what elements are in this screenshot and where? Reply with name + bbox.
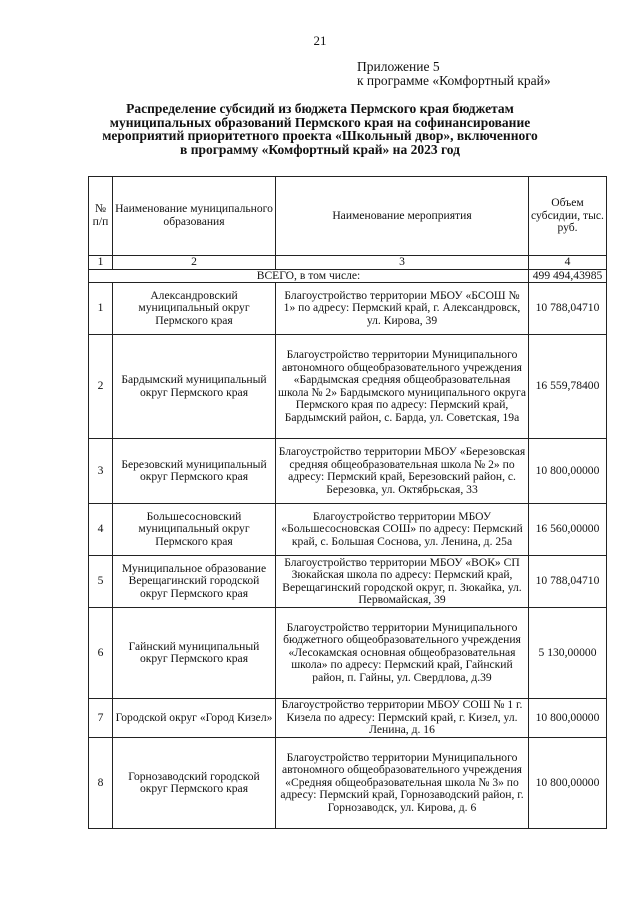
row-event: Благоустройство территории МБОУ «Большесосновская СОШ» по адресу: Пермский край, с. Большая Соснова, ул. Ленина, д. 25а [276, 504, 529, 556]
column-number-row [89, 256, 607, 270]
table-header-row [89, 177, 607, 256]
title-line-3: мероприятий приоритетного проекта «Школьный двор», включенного [102, 128, 538, 143]
row-num: 6 [89, 608, 113, 699]
row-amount: 16 559,78400 [529, 335, 607, 439]
appendix-line-2: к программе «Комфортный край» [357, 73, 551, 88]
table-row [89, 335, 607, 439]
row-municipality: Городской округ «Город Кизел» [113, 699, 276, 738]
row-municipality: Березовский муниципальный округ Пермского края [113, 439, 276, 504]
row-event: Благоустройство территории Муниципального автономного общеобразовательного учреждения «Средняя общеобразовательная школа № 3» по адресу: Пермский край, Горнозаводский район, г. Горнозаводск, ул. Кирова, д. 6 [276, 738, 529, 829]
row-event: Благоустройство территории МБОУ СОШ № 1 г. Кизела по адресу: Пермский край, г. Кизел, ул. Ленина, д. 16 [276, 699, 529, 738]
row-amount: 10 788,04710 [529, 556, 607, 608]
header-amount: Объем субсидии, тыс. руб. [529, 177, 607, 256]
row-municipality: Муниципальное образование Верещагинский городской округ Пермского края [113, 556, 276, 608]
row-num: 3 [89, 439, 113, 504]
table-row [89, 504, 607, 556]
row-event: Благоустройство территории Муниципального автономного общеобразовательного учреждения «Бардымская средняя общеобразовательная школа № 2» Бардымского муниципального округа Пермского края по адресу: Пермский край, Бардымский район, с. Барда, ул. Советская, 19а [276, 335, 529, 439]
header-municipality: Наименование муниципального образования [113, 177, 276, 256]
row-municipality: Гайнский муниципальный округ Пермского края [113, 608, 276, 699]
title-line-4: в программу «Комфортный край» на 2023 год [180, 141, 460, 157]
row-amount: 10 788,04710 [529, 283, 607, 335]
total-amount: 499 494,43985 [529, 269, 607, 283]
row-num: 7 [89, 699, 113, 738]
table-row [89, 439, 607, 504]
row-amount: 10 800,00000 [529, 738, 607, 829]
appendix-note [357, 60, 551, 88]
column-number: 2 [113, 256, 276, 270]
table-row [89, 738, 607, 829]
row-municipality: Александровский муниципальный округ Пермского края [113, 283, 276, 335]
row-municipality: Большесосновский муниципальный округ Пермского края [113, 504, 276, 556]
row-amount: 16 560,00000 [529, 504, 607, 556]
table-row [89, 699, 607, 738]
row-municipality: Бардымский муниципальный округ Пермского края [113, 335, 276, 439]
document-title [60, 102, 580, 156]
row-num: 2 [89, 335, 113, 439]
row-num: 5 [89, 556, 113, 608]
header-num: № п/п [89, 177, 113, 256]
row-amount: 5 130,00000 [529, 608, 607, 699]
row-num: 4 [89, 504, 113, 556]
table-row [89, 283, 607, 335]
row-municipality: Горнозаводский городской округ Пермского края [113, 738, 276, 829]
table-row [89, 556, 607, 608]
title-line-2: муниципальных образований Пермского края на софинансирование [109, 114, 531, 130]
row-amount: 10 800,00000 [529, 699, 607, 738]
row-event: Благоустройство территории МБОУ «ВОК» СП Зюкайская школа по адресу: Пермский край, Верещагинский городской округ, п. Зюкайка, ул. Первомайская, 39 [276, 556, 529, 608]
row-num: 8 [89, 738, 113, 829]
header-event: Наименование мероприятия [276, 177, 529, 256]
table-row [89, 608, 607, 699]
row-event: Благоустройство территории Муниципального бюджетного общеобразовательного учреждения «Лесокамская основная общеобразовательная школа» по адресу: Пермский край, Гайнский район, п. Гайны, ул. Свердлова, д.39 [276, 608, 529, 699]
column-number: 3 [276, 256, 529, 270]
appendix-line-1: Приложение 5 [357, 59, 440, 74]
column-number: 4 [529, 256, 607, 270]
total-label: ВСЕГО, в том числе: [89, 269, 529, 283]
row-num: 1 [89, 283, 113, 335]
row-amount: 10 800,00000 [529, 439, 607, 504]
title-line-1: Распределение субсидий из бюджета Пермского края бюджетам [126, 101, 514, 116]
row-event: Благоустройство территории МБОУ «БСОШ № 1» по адресу: Пермский край, г. Александровск, ул. Кирова, 39 [276, 283, 529, 335]
row-event: Благоустройство территории МБОУ «Березовская средняя общеобразовательная школа № 2» по адресу: Пермский край, Березовский район, с. Березовка, ул. Октябрьская, 33 [276, 439, 529, 504]
subsidy-table [88, 176, 607, 829]
column-number: 1 [89, 256, 113, 270]
total-row [89, 269, 607, 283]
page-number: 21 [313, 33, 327, 48]
